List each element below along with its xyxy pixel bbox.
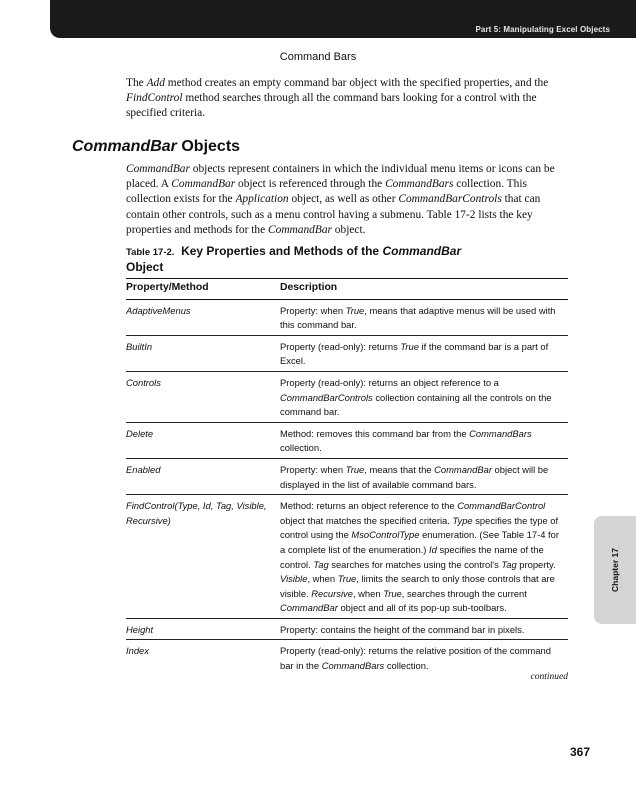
property-description — [280, 618, 568, 640]
table-row — [126, 371, 568, 422]
text-run: , means that adaptive menus will be used with this command bar. — [280, 304, 556, 331]
property-description — [280, 335, 568, 371]
text-run: CommandBars — [469, 427, 532, 439]
chapter-thumb-tab — [594, 516, 636, 624]
text-run: Property (read-only): returns an object reference to a — [280, 376, 499, 388]
text-run: , when — [352, 587, 384, 599]
text-run: collection. — [280, 442, 322, 454]
text-run: CommandBars — [321, 660, 385, 672]
property-description — [280, 640, 568, 676]
running-head: Command Bars — [279, 51, 357, 63]
intro-paragraph: The Add method creates an empty command bar object with the specified properties, and the FindControl method searches through all the command bars looking for a control with the specified criteria. — [126, 77, 549, 120]
text-run: Method: returns an object reference to the — [280, 500, 458, 512]
text-run: Tag — [501, 558, 517, 570]
text-run: CommandBar — [434, 463, 492, 475]
section-paragraph — [126, 162, 566, 238]
table-row — [126, 458, 568, 494]
table-row — [126, 618, 568, 640]
table-caption: Table 17-2. Key Properties and Methods of the CommandBar Object — [126, 244, 462, 274]
column-header-description: Description — [280, 279, 568, 300]
text-run: Property (read-only): returns the relative position of the command bar in the — [280, 645, 551, 672]
text-run: True — [400, 340, 419, 352]
text-run: object. — [331, 223, 366, 236]
page-number: 367 — [569, 745, 590, 759]
text-run: Id — [429, 543, 437, 555]
continued-note: continued — [530, 672, 568, 682]
property-name: BuiltIn — [126, 335, 280, 371]
text-run: object, as well as other — [288, 193, 399, 206]
property-description — [280, 422, 568, 458]
property-description — [280, 371, 568, 422]
text-run: object that matches the specified criteria. — [280, 514, 453, 526]
table-row — [126, 422, 568, 458]
text-run: Property: when — [280, 304, 346, 316]
property-name: Delete — [126, 422, 280, 458]
text-run: CommandBar — [268, 223, 332, 236]
column-header-property: Property/Method — [126, 279, 280, 300]
property-description — [280, 495, 568, 619]
text-run: Property (read-only): returns — [280, 340, 401, 352]
part-header-bar — [50, 0, 636, 38]
property-description — [280, 299, 568, 335]
text-run: True — [345, 463, 365, 475]
section-heading: CommandBar Objects — [72, 138, 241, 155]
table-header-row — [126, 279, 568, 300]
table-body — [126, 299, 568, 676]
property-name: Enabled — [126, 458, 280, 494]
text-run: Application — [235, 193, 289, 206]
table-row — [126, 640, 568, 676]
text-run: , means that the — [364, 463, 435, 475]
chapter-label: Chapter 17 — [610, 548, 620, 592]
text-run: specifies the name of the control. — [280, 543, 544, 570]
property-name: FindControl(Type, Id, Tag, Visible, Recursive) — [126, 495, 280, 619]
text-run: collection containing all the controls on the command bar. — [280, 391, 552, 418]
text-run: that can contain other controls, such as a menu control having a submenu. Table 17-2 lists the key properties and methods for the — [126, 193, 541, 236]
table-row — [126, 335, 568, 371]
text-run: Property: contains the height of the command bar in pixels. — [280, 623, 525, 635]
text-run: specifies the type of control using the — [280, 514, 559, 541]
table-row — [126, 299, 568, 335]
property-name: AdaptiveMenus — [126, 299, 280, 335]
text-run: Tag — [313, 558, 329, 570]
text-run: enumeration. (See Table 17-4 for a complete list of the enumeration.) — [280, 529, 559, 555]
text-run: Property: when — [280, 463, 346, 475]
text-run: CommandBarControls — [280, 391, 373, 403]
text-run: objects represent containers in which the individual menu items or icons can be placed. A — [126, 163, 555, 191]
text-run: if the command bar is a part of Excel. — [280, 340, 549, 367]
text-run: object is referenced through the — [235, 178, 386, 191]
text-run: object and all of its pop-up sub-toolbars. — [337, 602, 507, 614]
text-run: Recursive — [311, 587, 353, 599]
property-description — [280, 458, 568, 494]
part-title: Part 5: Manipulating Excel Objects — [475, 25, 610, 34]
text-run: , limits the search to only those controls that are visible. — [280, 573, 555, 599]
text-run: Type — [452, 514, 473, 526]
text-run: property. — [516, 558, 556, 570]
text-run: CommandBars — [385, 178, 454, 191]
text-run: CommandBar — [126, 163, 190, 175]
properties-table — [126, 278, 568, 676]
text-run: searches for matches using the control's — [328, 558, 502, 570]
text-run: , when — [307, 573, 338, 585]
text-run: CommandBar — [171, 178, 236, 191]
text-run: True — [337, 573, 357, 585]
text-run: True — [383, 587, 402, 599]
text-run: MsoControlType — [351, 529, 420, 541]
text-run: CommandBarControls — [398, 193, 502, 206]
text-run: Method: removes this command bar from the — [280, 427, 470, 439]
text-run: CommandBar — [280, 602, 338, 614]
text-run: collection. — [384, 660, 429, 672]
text-run: Visible — [280, 573, 308, 585]
text-run: collection. This collection exists for the — [126, 178, 527, 206]
property-name: Controls — [126, 371, 280, 422]
text-run: object will be displayed in the list of available command bars. — [280, 463, 549, 490]
text-run: CommandBarControl — [457, 500, 546, 512]
table-row — [126, 495, 568, 619]
text-run: , searches through the current — [401, 587, 527, 599]
text-run: True — [345, 304, 365, 316]
property-name: Height — [126, 618, 280, 640]
property-name: Index — [126, 645, 149, 657]
